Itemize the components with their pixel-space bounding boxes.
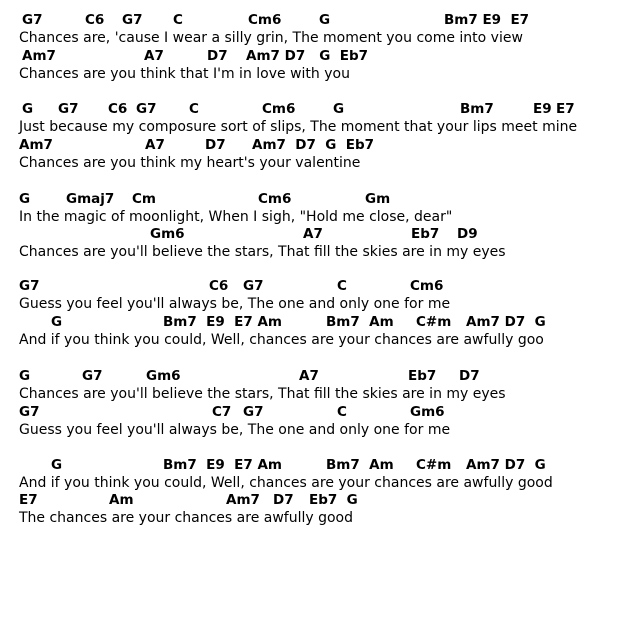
chord: Am7 D7 G [466, 314, 546, 330]
chord: Bm7 [460, 101, 494, 117]
lyric-line: And if you think you could, Well, chances are your chances are awfully goo [19, 332, 544, 348]
chord: Gm [365, 191, 391, 207]
chord: G [51, 457, 63, 473]
chord: D9 [457, 226, 478, 242]
chord: A7 [145, 137, 165, 153]
chord: G7 [136, 101, 157, 117]
chord: C6 [108, 101, 128, 117]
chord: G [22, 101, 34, 117]
chord: C#m [416, 314, 452, 330]
chord: G7 [243, 278, 264, 294]
chord: D7 [205, 137, 226, 153]
chord: G7 [22, 12, 43, 28]
chord: G7 [122, 12, 143, 28]
chord: Bm7 E9 E7 Am [163, 457, 282, 473]
chord: Am7 [226, 492, 260, 508]
chord: Bm7 E9 E7 [444, 12, 530, 28]
chord: Am7 [19, 137, 53, 153]
chord: C [337, 278, 347, 294]
chord: G7 [58, 101, 79, 117]
chord: G [19, 368, 31, 384]
chord: C [337, 404, 347, 420]
chord: C6 [209, 278, 229, 294]
chord: Eb7 G [309, 492, 358, 508]
chord: Gm6 [146, 368, 181, 384]
chord: Am7 D7 G Eb7 [252, 137, 375, 153]
chord: A7 [303, 226, 323, 242]
chord: G [19, 191, 31, 207]
chord: Gm6 [150, 226, 185, 242]
lyric-line: Guess you feel you'll always be, The one and only one for me [19, 422, 451, 438]
chord: C [173, 12, 183, 28]
chord: G7 [19, 278, 40, 294]
lyric-line: In the magic of moonlight, When I sigh, "Hold me close, dear" [19, 209, 453, 225]
lyric-line: Guess you feel you'll always be, The one and only one for me [19, 296, 451, 312]
chord: G [319, 12, 331, 28]
chord: A7 [299, 368, 319, 384]
chord: Cm6 [262, 101, 296, 117]
chord: Cm6 [410, 278, 444, 294]
chord: D7 [207, 48, 228, 64]
chord: G [51, 314, 63, 330]
chord: Bm7 Am [326, 457, 394, 473]
chord: C7 [212, 404, 232, 420]
chord: Am7 D7 G Eb7 [246, 48, 369, 64]
chord: G7 [243, 404, 264, 420]
lyric-line: Chances are you think my heart's your valentine [19, 155, 361, 171]
chord: Eb7 [411, 226, 440, 242]
chord: Am7 [22, 48, 56, 64]
chord: C [189, 101, 199, 117]
chord: E7 [556, 101, 575, 117]
chord: Am [109, 492, 134, 508]
lyric-line: And if you think you could, Well, chances are your chances are awfully good [19, 475, 553, 491]
chord: Bm7 Am [326, 314, 394, 330]
chord: Cm6 [258, 191, 292, 207]
chord: G [333, 101, 345, 117]
chord: C#m [416, 457, 452, 473]
chord: G7 [82, 368, 103, 384]
lyric-line: Chances are you think that I'm in love with you [19, 66, 350, 82]
chord: Eb7 [408, 368, 437, 384]
chord: C6 [85, 12, 105, 28]
chord: E9 [533, 101, 552, 117]
lyric-line: Chances are, 'cause I wear a silly grin, The moment you come into view [19, 30, 523, 46]
chord: Am7 D7 G [466, 457, 546, 473]
chord: A7 [144, 48, 164, 64]
chord: G7 [19, 404, 40, 420]
lyric-line: Just because my composure sort of slips, The moment that your lips meet mine [19, 119, 578, 135]
lyric-line: Chances are you'll believe the stars, That fill the skies are in my eyes [19, 386, 506, 402]
chord: Gm6 [410, 404, 445, 420]
chord: Gmaj7 [66, 191, 115, 207]
chord: Cm6 [248, 12, 282, 28]
lyric-line: The chances are your chances are awfully good [19, 510, 354, 526]
chord: Bm7 E9 E7 Am [163, 314, 282, 330]
chord: Cm [132, 191, 156, 207]
chord: E7 [19, 492, 38, 508]
chord: D7 [459, 368, 480, 384]
chord: D7 [273, 492, 294, 508]
lyric-line: Chances are you'll believe the stars, That fill the skies are in my eyes [19, 244, 506, 260]
